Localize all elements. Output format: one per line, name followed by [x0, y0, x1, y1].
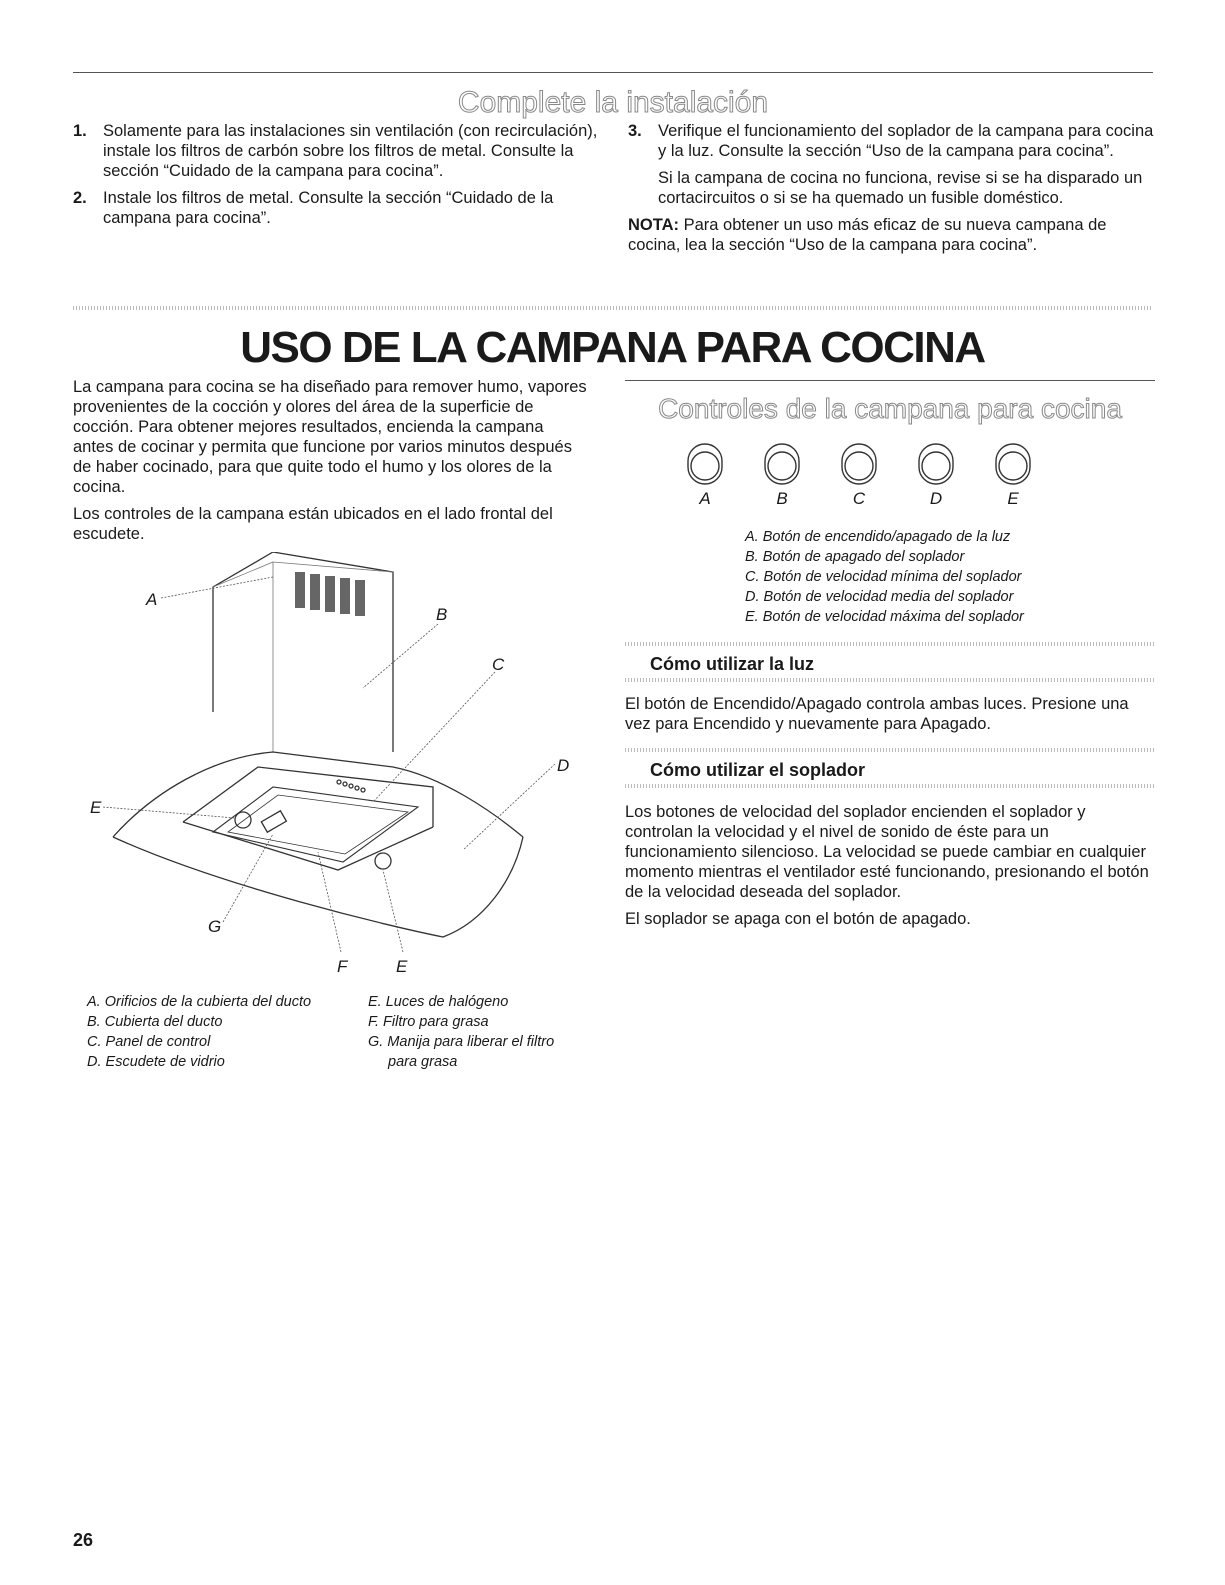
step-number: 2. [73, 189, 87, 207]
page-number: 26 [73, 1530, 94, 1550]
install-step-1 [73, 121, 603, 181]
light-divider-bottom [625, 678, 1155, 682]
controls-legend-item: D. Botón de velocidad media del soplador [745, 589, 1014, 605]
knob-icon-c [842, 444, 876, 484]
range-hood-illustration [73, 552, 593, 992]
controls-top-rule [625, 380, 1155, 381]
figure-label-f: F [337, 957, 348, 976]
install-step-2 [73, 188, 603, 228]
figure-label-e-left: E [90, 798, 102, 817]
intro-text [73, 377, 588, 544]
step-text: Verifique el funcionamiento del soplador de la campana para cocina y la luz. Consulte la sección “Uso de la campana para cocina”. [658, 122, 1154, 160]
controls-legend-item: A. Botón de encendido/apagado de la luz [745, 529, 1011, 545]
legend-item: B. Cubierta del ducto [87, 1014, 223, 1030]
step-extra-text: Si la campana de cocina no funciona, revise si se ha disparado un cortacircuitos o si se ha quemado un fusible doméstico. [658, 169, 1143, 207]
figure-label-c: C [492, 655, 505, 674]
blower-text [625, 802, 1155, 929]
blower-paragraph-1: Los botones de velocidad del soplador encienden el soplador y controlan la velocidad y el nivel de sonido de éste para un funcionamiento silencioso. La velocidad se puede cambiar en cualquier momento mientras el ventilador esté funcionando, presionando el botón de la velocidad deseada del soplador. [625, 803, 1149, 901]
install-note [628, 215, 1158, 255]
legend-item: F. Filtro para grasa [368, 1014, 489, 1030]
step-number: 1. [73, 122, 87, 140]
blower-paragraph-2: El soplador se apaga con el botón de apagado. [625, 910, 971, 928]
legend-item: E. Luces de halógeno [368, 994, 509, 1010]
figure-label-b: B [436, 605, 448, 624]
top-rule [73, 72, 1153, 73]
install-section-title: Complete la instalación [457, 86, 769, 119]
figure-label-a: A [146, 590, 158, 609]
install-step-3 [628, 121, 1158, 208]
knob-label-b: B [776, 489, 788, 508]
controls-legend [745, 527, 1145, 627]
intro-paragraph-1: La campana para cocina se ha diseñado para remover humo, vapores provenientes de la cocción y olores del área de la superficie de cocción. Para obtener mejores resultados, encienda la campana antes de cocinar y permita que funcione por varios minutos después de haber cocinado, para que quite todo el humo y los olores de la cocina. [73, 378, 587, 496]
blower-divider-top [625, 748, 1155, 752]
note-label: NOTA: [628, 216, 680, 234]
knob-icon-b [765, 444, 799, 484]
blower-divider-bottom [625, 784, 1155, 788]
figure-legend-right [368, 992, 598, 1072]
knob-icon-e [996, 444, 1030, 484]
install-steps-right [628, 121, 1158, 255]
section-divider [73, 306, 1153, 310]
light-heading: Cómo utilizar la luz [650, 654, 815, 674]
legend-item: A. Orificios de la cubierta del ducto [87, 994, 312, 1010]
step-number: 3. [628, 122, 642, 140]
controls-legend-item: B. Botón de apagado del soplador [745, 549, 965, 565]
light-text: El botón de Encendido/Apagado controla ambas luces. Presione una vez para Encendido y nuevamente para Apagado. [625, 695, 1129, 733]
knob-label-e: E [1007, 489, 1019, 508]
controls-section-title: Controles de la campana para cocina [658, 393, 1122, 424]
controls-legend-item: C. Botón de velocidad mínima del soplador [745, 569, 1022, 585]
install-steps-left [73, 121, 603, 235]
intro-paragraph-2: Los controles de la campana están ubicados en el lado frontal del escudete. [73, 505, 553, 543]
control-knobs-diagram [680, 440, 1060, 490]
knob-icon-a [688, 444, 722, 484]
step-3-body [658, 121, 1158, 208]
figure-legend-left [87, 992, 357, 1072]
legend-item: para grasa [388, 1054, 458, 1070]
knob-label-c: C [852, 489, 866, 508]
note-text: Para obtener un uso más eficaz de su nueva campana de cocina, lea la sección “Uso de la campana para cocina”. [628, 216, 1107, 254]
step-text: Instale los filtros de metal. Consulte la sección “Cuidado de la campana para cocina”. [103, 189, 554, 227]
page-title: USO DE LA CAMPANA PARA COCINA [240, 323, 985, 372]
figure-label-d: D [557, 756, 570, 775]
light-divider-top [625, 642, 1155, 646]
legend-item: D. Escudete de vidrio [87, 1054, 225, 1070]
legend-item: C. Panel de control [87, 1034, 211, 1050]
blower-heading: Cómo utilizar el soplador [650, 760, 866, 780]
figure-label-g: G [208, 917, 222, 936]
knob-label-d: D [929, 489, 943, 508]
knob-label-a: A [699, 489, 711, 508]
figure-label-e-right: E [396, 957, 408, 976]
step-text: Solamente para las instalaciones sin ventilación (con recirculación), instale los filtros de carbón sobre los filtros de metal. Consulte la sección “Cuidado de la campana para cocina”. [103, 122, 598, 180]
controls-legend-item: E. Botón de velocidad máxima del soplador [745, 609, 1024, 625]
knob-icon-d [919, 444, 953, 484]
legend-item: G. Manija para liberar el filtro [368, 1034, 555, 1050]
